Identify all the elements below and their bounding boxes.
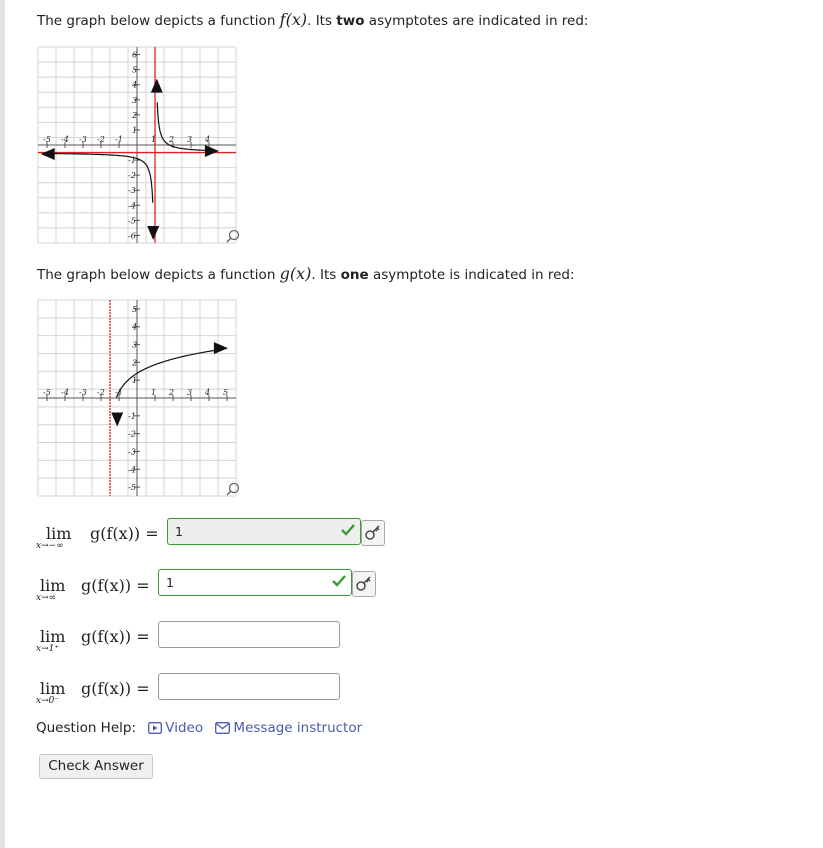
key-button-2[interactable] (352, 571, 376, 597)
zoom-icon (230, 231, 239, 240)
lim-subscript: x→1⁺ (36, 644, 60, 654)
y-tick-label: 1 (132, 125, 138, 135)
key-icon (353, 572, 375, 596)
check-answer-button[interactable]: Check Answer (39, 754, 153, 779)
y-tick-label: -2 (128, 429, 136, 439)
arrow-down (147, 226, 159, 240)
y-tick-label: -5 (128, 483, 136, 493)
lim-expression: g(f(x)) = (81, 627, 150, 646)
lim-expression: g(f(x)) = (81, 576, 150, 595)
graph-f (34, 44, 244, 250)
x-tick-label: -4 (61, 388, 69, 397)
x-tick-label: 2 (169, 135, 175, 144)
y-tick-label: 6 (132, 50, 138, 60)
y-tick-label: 5 (132, 65, 138, 75)
answer-input-4[interactable] (158, 673, 340, 700)
x-tick-label: -3 (79, 135, 87, 144)
question-help (36, 720, 362, 736)
x-tick-label: -1 (115, 135, 123, 144)
arrow-left (41, 148, 55, 160)
x-tick-label: -2 (97, 388, 105, 397)
q1-suffix: asymptotes are indicated in red: (368, 13, 589, 29)
x-tick-label: -4 (61, 135, 69, 144)
x-tick-label: 3 (187, 388, 193, 397)
y-tick-label: -4 (128, 201, 136, 211)
arrow-right (205, 145, 219, 157)
answer-value-2: 1 (166, 575, 174, 590)
x-tick-label: -2 (97, 135, 105, 144)
x-tick-label: -1 (115, 388, 123, 397)
zoom-icon-handle (227, 492, 231, 496)
key-icon (362, 521, 384, 545)
x-tick-label: 3 (187, 135, 193, 144)
lim-word: lim (40, 576, 66, 595)
answer-input-2[interactable] (158, 569, 352, 596)
answer-value-1: 1 (175, 524, 183, 539)
q1-mid: . Its (307, 13, 332, 29)
x-tick-label: 2 (169, 388, 175, 397)
lim-expression: g(f(x)) = (90, 524, 159, 543)
x-tick-label: 4 (205, 388, 211, 397)
lim-word: lim (40, 679, 66, 698)
x-tick-label: 5 (223, 388, 229, 397)
y-tick-label: -5 (128, 216, 136, 226)
arrow-right (214, 342, 228, 354)
y-tick-label: -3 (128, 447, 136, 457)
mail-icon (215, 722, 230, 734)
answer-input-1[interactable] (167, 518, 361, 545)
video-link[interactable] (148, 720, 203, 736)
message-link-label: Message instructor (233, 720, 363, 736)
q2-mid: . Its (311, 267, 337, 283)
question-2-text (37, 264, 575, 283)
x-tick-label: 1 (151, 388, 157, 397)
y-tick-label: 3 (132, 340, 138, 350)
check-icon (331, 574, 347, 588)
y-tick-label: 3 (132, 95, 138, 105)
q2-suffix: asymptote is indicated in red: (372, 267, 575, 283)
y-tick-label: -4 (128, 465, 136, 475)
y-tick-label: -3 (128, 186, 136, 196)
left-border (0, 0, 5, 848)
video-link-label: Video (165, 720, 204, 736)
q1-function: f(x) (279, 10, 308, 29)
q1-bold: two (336, 13, 365, 29)
lim-expression: g(f(x)) = (81, 679, 150, 698)
y-tick-label: 4 (132, 80, 138, 90)
q2-prefix: The graph below depicts a function (37, 267, 276, 283)
lim-subscript: x→0⁻ (36, 696, 60, 706)
help-label: Question Help: (36, 720, 136, 736)
q2-bold: one (340, 267, 369, 283)
y-tick-label: 2 (132, 358, 138, 368)
lim-word: lim (40, 627, 66, 646)
y-tick-label: -1 (128, 411, 136, 421)
graph-g (34, 297, 244, 503)
lim-subscript: x→∞ (36, 593, 57, 603)
x-tick-label: 4 (205, 135, 211, 144)
message-instructor-link[interactable] (215, 720, 362, 736)
zoom-icon-handle (227, 239, 231, 243)
lim-subscript: x→−∞ (36, 541, 64, 551)
check-icon (340, 523, 356, 537)
y-tick-label: 4 (132, 322, 138, 332)
video-icon (148, 722, 162, 734)
zoom-icon (230, 484, 239, 493)
arrow-up (151, 79, 163, 93)
answer-input-3[interactable] (158, 621, 340, 648)
x-tick-label: -5 (43, 135, 51, 144)
y-tick-label: 2 (132, 110, 138, 120)
key-button-1[interactable] (361, 520, 385, 546)
y-tick-label: -6 (128, 231, 136, 241)
y-tick-label: -1 (128, 156, 136, 166)
q2-function: g(x) (279, 264, 312, 283)
x-tick-label: -5 (43, 388, 51, 397)
question-1-text (37, 10, 588, 29)
y-tick-label: 1 (132, 376, 138, 386)
x-tick-label: 1 (151, 135, 157, 144)
q1-prefix: The graph below depicts a function (37, 13, 276, 29)
y-tick-label: 5 (132, 304, 138, 314)
y-tick-label: -2 (128, 171, 136, 181)
x-tick-label: -3 (79, 388, 87, 397)
lim-word: lim (46, 524, 72, 543)
